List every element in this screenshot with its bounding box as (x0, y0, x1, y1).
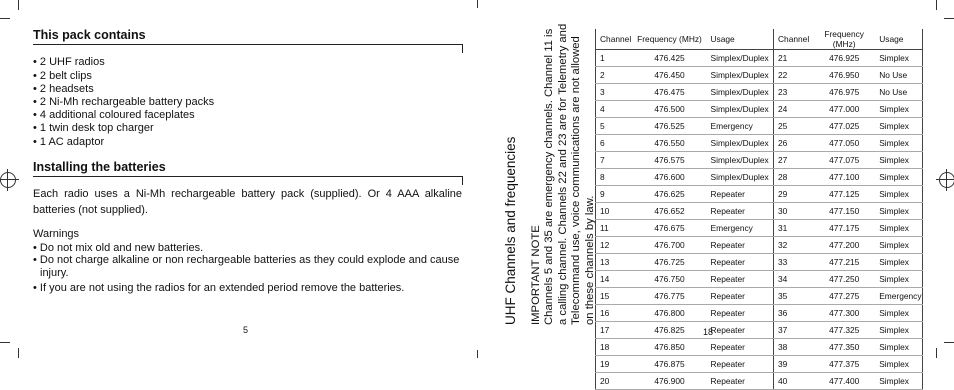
warnings-heading: Warnings (33, 228, 80, 240)
registration-mark-icon (0, 172, 16, 188)
frequency-cell: 477.050 (809, 135, 875, 152)
frequency-cell: 476.950 (809, 67, 875, 84)
channel-cell: 39 (774, 356, 810, 373)
channel-cell: 32 (774, 237, 810, 254)
table-row (596, 271, 923, 288)
usage-cell: Repeater (703, 288, 774, 305)
frequency-cell: 477.025 (809, 118, 875, 135)
crop-mark (0, 18, 10, 19)
usage-cell: Simplex (875, 356, 922, 373)
channel-cell: 16 (596, 305, 633, 322)
column-header: Frequency (MHz) (633, 29, 703, 50)
note-line: Telecommand use, voice communications are not allowed (570, 36, 583, 325)
section-rule-end (462, 176, 463, 185)
channel-cell: 29 (774, 186, 810, 203)
note-line: Channels 5 and 35 are emergency channels. Channel 11 is (543, 28, 556, 325)
usage-cell: Simplex/Duplex (703, 101, 774, 118)
table-row (596, 305, 923, 322)
table-row (596, 135, 923, 152)
center-fold-mark (477, 350, 478, 358)
warning-item: • If you are not using the radios for an extended period remove the batteries. (33, 282, 405, 294)
channel-cell: 12 (596, 237, 633, 254)
channel-cell: 6 (596, 135, 633, 152)
usage-cell: Simplex/Duplex (703, 67, 774, 84)
frequency-cell: 476.725 (633, 254, 703, 271)
channel-cell: 19 (596, 356, 633, 373)
column-header: Frequency (MHz) (809, 29, 875, 50)
note-line: on these channels by law. (583, 195, 596, 325)
column-header: Usage (875, 29, 922, 50)
channel-cell: 5 (596, 118, 633, 135)
channel-cell: 28 (774, 169, 810, 186)
usage-cell: Emergency (703, 220, 774, 237)
usage-cell: Simplex (875, 101, 922, 118)
table-row (596, 67, 923, 84)
frequency-cell: 477.125 (809, 186, 875, 203)
frequency-cell: 476.775 (633, 288, 703, 305)
pack-item: • 2 belt clips (33, 70, 92, 82)
frequency-cell: 477.350 (809, 339, 875, 356)
usage-cell: No Use (875, 67, 922, 84)
page-number: 5 (243, 325, 249, 335)
crop-mark (0, 342, 10, 343)
frequency-cell: 476.450 (633, 67, 703, 84)
channel-cell: 33 (774, 254, 810, 271)
table-row (596, 84, 923, 101)
rotated-note-column (503, 23, 596, 325)
usage-cell: Simplex (875, 203, 922, 220)
table-row (596, 220, 923, 237)
channel-cell: 21 (774, 50, 810, 67)
table-row (596, 373, 923, 390)
usage-cell: Repeater (703, 254, 774, 271)
usage-cell: Repeater (703, 322, 774, 339)
pack-item: • 1 AC adaptor (33, 136, 105, 148)
table-row (596, 237, 923, 254)
frequency-cell: 477.100 (809, 169, 875, 186)
frequency-cell: 477.175 (809, 220, 875, 237)
section-rule (33, 176, 463, 177)
warning-item: • Do not charge alkaline or non rechargeable batteries as they could explode and cause injury. (33, 254, 460, 279)
usage-cell: Repeater (703, 305, 774, 322)
pack-item: • 2 UHF radios (33, 56, 105, 68)
usage-cell: Simplex (875, 152, 922, 169)
channel-cell: 37 (774, 322, 810, 339)
usage-cell: Simplex (875, 220, 922, 237)
frequency-cell: 477.300 (809, 305, 875, 322)
channel-cell: 40 (774, 373, 810, 390)
registration-mark-icon (939, 172, 954, 188)
channel-cell: 34 (774, 271, 810, 288)
table-row (596, 203, 923, 220)
frequency-cell: 476.525 (633, 118, 703, 135)
frequency-cell: 477.375 (809, 356, 875, 373)
usage-cell: Simplex/Duplex (703, 135, 774, 152)
note-line: a calling channel. Channels 22 and 23 are for Telemetry and (556, 23, 569, 325)
usage-cell: Simplex (875, 237, 922, 254)
usage-cell: Simplex (875, 254, 922, 271)
channel-cell: 17 (596, 322, 633, 339)
usage-cell: Simplex (875, 373, 922, 390)
usage-cell: Simplex/Duplex (703, 50, 774, 67)
frequency-cell: 476.475 (633, 84, 703, 101)
frequency-cell: 477.325 (809, 322, 875, 339)
table-row (596, 356, 923, 373)
table-row (596, 118, 923, 135)
channel-cell: 38 (774, 339, 810, 356)
frequency-cell: 476.575 (633, 152, 703, 169)
usage-cell: Repeater (703, 237, 774, 254)
crop-mark (944, 18, 954, 19)
channel-cell: 22 (774, 67, 810, 84)
table-row (596, 339, 923, 356)
frequency-cell: 476.850 (633, 339, 703, 356)
channel-cell: 1 (596, 50, 633, 67)
frequency-cell: 476.675 (633, 220, 703, 237)
usage-cell: Repeater (703, 373, 774, 390)
channel-cell: 10 (596, 203, 633, 220)
crop-mark (936, 0, 937, 10)
usage-cell: Simplex (875, 186, 922, 203)
usage-cell: Simplex/Duplex (703, 169, 774, 186)
frequency-cell: 476.500 (633, 101, 703, 118)
pack-item: • 1 twin desk top charger (33, 122, 154, 134)
frequency-cell: 477.075 (809, 152, 875, 169)
frequency-cell: 476.875 (633, 356, 703, 373)
channel-cell: 11 (596, 220, 633, 237)
table-row (596, 169, 923, 186)
frequency-cell: 477.400 (809, 373, 875, 390)
usage-cell: Simplex/Duplex (703, 84, 774, 101)
section-title: UHF Channels and frequencies (503, 136, 518, 325)
column-header: Channel (774, 29, 810, 50)
crop-mark (944, 342, 954, 343)
channel-cell: 20 (596, 373, 633, 390)
channel-frequency-table (595, 29, 923, 390)
column-header: Usage (703, 29, 774, 50)
channel-cell: 26 (774, 135, 810, 152)
frequency-cell: 476.425 (633, 50, 703, 67)
usage-cell: Repeater (703, 271, 774, 288)
usage-cell: Simplex (875, 322, 922, 339)
pack-item: • 2 Ni-Mh rechargeable battery packs (33, 96, 215, 108)
usage-cell: Repeater (703, 203, 774, 220)
table-row (596, 101, 923, 118)
channel-cell: 27 (774, 152, 810, 169)
channel-cell: 2 (596, 67, 633, 84)
section-rule (33, 44, 463, 45)
install-batteries-heading: Installing the batteries (33, 160, 166, 174)
usage-cell: Repeater (703, 186, 774, 203)
table-row (596, 50, 923, 67)
frequency-cell: 476.900 (633, 373, 703, 390)
warning-item: • Do not mix old and new batteries. (33, 242, 204, 254)
channel-cell: 25 (774, 118, 810, 135)
page-number: 18 (703, 327, 714, 337)
table-body (596, 50, 923, 390)
frequency-cell: 476.975 (809, 84, 875, 101)
frequency-cell: 476.825 (633, 322, 703, 339)
pack-contents-heading: This pack contains (33, 28, 146, 42)
note-line: IMPORTANT NOTE (530, 225, 542, 325)
frequency-cell: 476.700 (633, 237, 703, 254)
frequency-cell: 477.150 (809, 203, 875, 220)
usage-cell: Repeater (703, 356, 774, 373)
table-header-row (596, 29, 923, 50)
frequency-cell: 476.800 (633, 305, 703, 322)
frequency-cell: 477.200 (809, 237, 875, 254)
usage-cell: Simplex/Duplex (703, 152, 774, 169)
center-fold-mark (477, 0, 478, 8)
usage-cell: Simplex (875, 135, 922, 152)
frequency-cell: 476.600 (633, 169, 703, 186)
table-row (596, 322, 923, 339)
frequency-cell: 477.000 (809, 101, 875, 118)
column-header: Channel (596, 29, 633, 50)
usage-cell: Simplex (875, 339, 922, 356)
channel-cell: 18 (596, 339, 633, 356)
frequency-cell: 477.250 (809, 271, 875, 288)
channel-cell: 24 (774, 101, 810, 118)
frequency-cell: 477.215 (809, 254, 875, 271)
table-row (596, 186, 923, 203)
frequency-cell: 476.925 (809, 50, 875, 67)
usage-cell: Simplex (875, 271, 922, 288)
usage-cell: Simplex (875, 118, 922, 135)
install-instructions: Each radio uses a Ni-Mh rechargeable battery pack (supplied). Or 4 AAA alkaline batteries (not supplied). (33, 188, 462, 216)
table-row (596, 254, 923, 271)
usage-cell: No Use (875, 84, 922, 101)
pack-item: • 2 headsets (33, 83, 94, 95)
usage-cell: Repeater (703, 339, 774, 356)
usage-cell: Emergency (703, 118, 774, 135)
crop-mark (18, 348, 19, 358)
frequency-cell: 477.275 (809, 288, 875, 305)
channel-cell: 4 (596, 101, 633, 118)
section-rule-end (462, 44, 463, 53)
channel-cell: 15 (596, 288, 633, 305)
frequency-cell: 476.750 (633, 271, 703, 288)
channel-cell: 30 (774, 203, 810, 220)
channel-cell: 35 (774, 288, 810, 305)
usage-cell: Simplex (875, 50, 922, 67)
channel-cell: 14 (596, 271, 633, 288)
channel-cell: 13 (596, 254, 633, 271)
channel-cell: 8 (596, 169, 633, 186)
crop-mark (18, 0, 19, 10)
usage-cell: Emergency (875, 288, 922, 305)
usage-cell: Simplex (875, 169, 922, 186)
crop-mark (936, 348, 937, 358)
usage-cell: Simplex (875, 305, 922, 322)
pack-item: • 4 additional coloured faceplates (33, 109, 195, 121)
table-row (596, 288, 923, 305)
frequency-cell: 476.625 (633, 186, 703, 203)
channel-cell: 3 (596, 84, 633, 101)
frequency-cell: 476.652 (633, 203, 703, 220)
channel-cell: 9 (596, 186, 633, 203)
table-row (596, 152, 923, 169)
channel-cell: 23 (774, 84, 810, 101)
channel-cell: 7 (596, 152, 633, 169)
frequency-cell: 476.550 (633, 135, 703, 152)
important-note (530, 25, 597, 325)
channel-cell: 31 (774, 220, 810, 237)
channel-cell: 36 (774, 305, 810, 322)
